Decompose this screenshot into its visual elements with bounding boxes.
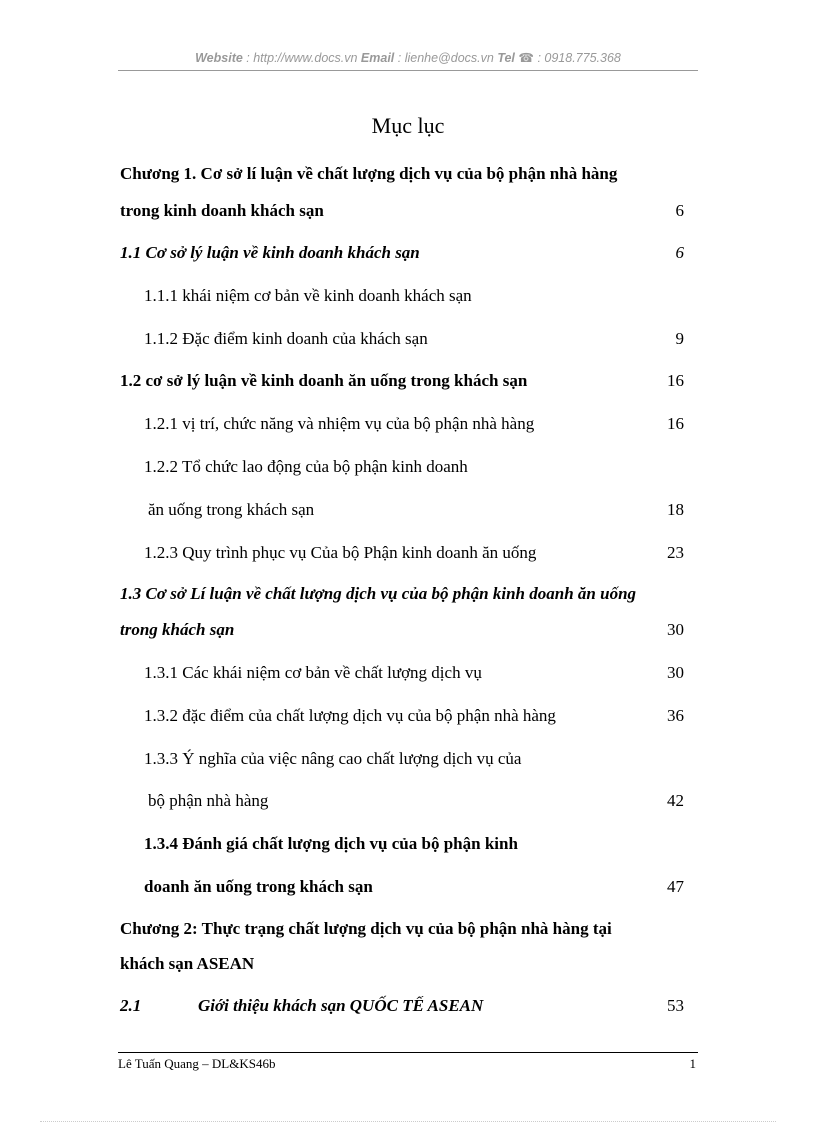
page-header [118, 50, 698, 65]
toc-chapter-1-line2: trong kinh doanh khách sạn [120, 201, 324, 220]
toc-subsection-1-3-4-line1: 1.3.4 Đánh giá chất lượng dịch vụ của bộ phận kinh [144, 834, 518, 853]
toc-page-number: 53 [667, 996, 684, 1015]
toc-subsection-1-2-2-line2: ăn uống trong khách sạn [148, 500, 315, 519]
toc-page-number: 30 [667, 663, 684, 682]
tel-label: Tel [497, 51, 515, 65]
toc-subsection-1-3-4-line2: doanh ăn uống trong khách sạn [144, 877, 373, 896]
toc-page-number: 6 [675, 201, 684, 220]
toc-subsection-1-3-2: 1.3.2 đặc điểm của chất lượng dịch vụ của bộ phận nhà hàng [144, 706, 556, 725]
toc-subsection-1-2-1: 1.2.1 vị trí, chức năng và nhiệm vụ của bộ phận nhà hàng [144, 414, 535, 433]
toc-page-number: 9 [675, 329, 684, 348]
toc-subsection-1-1-2: 1.1.2 Đặc điểm kinh doanh của khách sạn [144, 329, 428, 348]
email-label: Email [360, 51, 395, 65]
toc-section-1-1: 1.1 Cơ sở lý luận về kinh doanh khách sạn [120, 243, 420, 262]
toc-subsection-1-2-3: 1.2.3 Quy trình phục vụ Của bộ Phận kinh doanh ăn uống [144, 543, 537, 562]
toc-page-number: 36 [667, 706, 684, 725]
toc-page-number: 16 [667, 414, 684, 433]
toc-subsection-1-3-1: 1.3.1 Các khái niệm cơ bản về chất lượng dịch vụ [144, 663, 482, 682]
toc-page-number: 30 [667, 620, 684, 639]
toc-subsection-1-2-2-line1: 1.2.2 Tổ chức lao động của bộ phận kinh doanh [144, 457, 468, 476]
toc-subsection-1-3-3-line2: bộ phận nhà hàng [148, 791, 269, 810]
toc-page-number: 18 [667, 500, 684, 519]
website-url: : http://www.docs.vn [242, 51, 361, 65]
toc-section-1-3-line2: trong khách sạn [120, 620, 235, 639]
toc-section-2-1: Giới thiệu khách sạn QUỐC TẾ ASEAN [198, 996, 484, 1015]
footer-divider [118, 1052, 698, 1053]
header-divider [118, 70, 698, 71]
email-address: : lienhe@docs.vn [394, 51, 498, 65]
footer-author: Lê Tuấn Quang – DL&KS46b [118, 1056, 276, 1071]
toc-section-2-1-number: 2.1 [120, 996, 142, 1015]
toc-section-1-3-line1: 1.3 Cơ sở Lí luận về chất lượng dịch vụ của bộ phận kinh doanh ăn uống [120, 584, 637, 603]
page-bottom-border [40, 1121, 776, 1122]
phone-icon: ☎ [518, 51, 534, 65]
toc-section-1-2: 1.2 cơ sở lý luận về kinh doanh ăn uống trong khách sạn [120, 371, 528, 390]
toc-subsection-1-3-3-line1: 1.3.3 Ý nghĩa của việc nâng cao chất lượng dịch vụ của [144, 749, 522, 768]
page-title: Mục lục [371, 113, 445, 138]
toc-page-number: 23 [667, 543, 684, 562]
toc-page-number: 47 [667, 877, 684, 896]
toc-page-number: 6 [675, 243, 684, 262]
toc-subsection-1-1-1: 1.1.1 khái niệm cơ bản về kinh doanh khách sạn [144, 286, 472, 305]
website-label: Website [195, 51, 243, 65]
toc-page-number: 16 [667, 371, 684, 390]
toc-chapter-1-line1: Chương 1. Cơ sở lí luận về chất lượng dịch vụ của bộ phận nhà hàng [120, 164, 618, 183]
toc-page-number: 42 [667, 791, 684, 810]
toc-chapter-2-line1: Chương 2: Thực trạng chất lượng dịch vụ của bộ phận nhà hàng tại [120, 919, 612, 938]
footer-page-number: 1 [689, 1056, 696, 1071]
toc-chapter-2-line2: khách sạn ASEAN [120, 954, 255, 973]
phone-number: : 0918.775.368 [533, 51, 621, 65]
